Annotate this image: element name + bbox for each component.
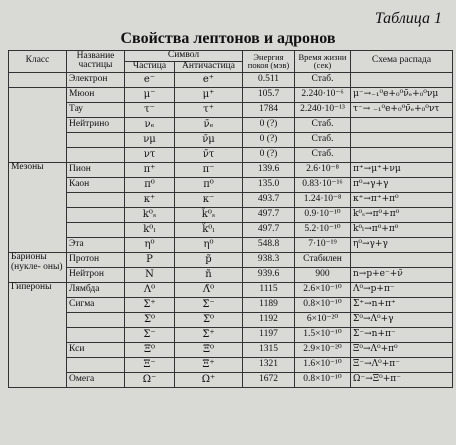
name-cell: Электрон [67, 72, 125, 87]
lifetime-cell: 0.8×10⁻¹⁰ [295, 372, 351, 387]
table-row [9, 342, 453, 357]
table-row [9, 162, 453, 177]
antiparticle-cell: k̃⁰ₗ [175, 222, 243, 237]
class-cell: Мезоны [9, 162, 67, 252]
col-symbol-header: Символ [125, 51, 243, 62]
table-row [9, 327, 453, 342]
lifetime-cell: Стаб. [295, 147, 351, 162]
table-number-label: Таблица 1 [374, 10, 442, 27]
lifetime-cell: Стаб. [295, 117, 351, 132]
particle-cell: Σ⁻ [125, 327, 175, 342]
energy-cell: 548.8 [243, 237, 295, 252]
decay-cell: τ⁻→ ₋₁⁰e+₀⁰ν̄ₑ+₀⁰ντ [351, 102, 453, 117]
table-row [9, 102, 453, 117]
particle-cell: Ω⁻ [125, 372, 175, 387]
decay-cell: μ⁻→₋₁⁰e+₀⁰ν̄ₑ+₀⁰νμ [351, 87, 453, 102]
col-class-header: Класс [9, 51, 67, 73]
lifetime-cell: 900 [295, 267, 351, 282]
class-cell: Барионы (нукле- оны) [9, 252, 67, 282]
decay-cell: k⁰ₗ→π⁰+π⁰ [351, 222, 453, 237]
table-row [9, 357, 453, 372]
class-cell [9, 87, 67, 162]
energy-cell: 938.3 [243, 252, 295, 267]
table-row [9, 87, 453, 102]
lifetime-cell: 1.5×10⁻¹⁰ [295, 327, 351, 342]
antiparticle-cell: Σ̄⁻ [175, 297, 243, 312]
energy-cell: 139.6 [243, 162, 295, 177]
lifetime-cell: Стаб. [295, 132, 351, 147]
particle-cell: νμ [125, 132, 175, 147]
decay-cell: Ξ⁻→Λ⁰+π⁻ [351, 357, 453, 372]
decay-cell: Ω⁻→Ξ⁰+π⁻ [351, 372, 453, 387]
energy-cell: 0 (?) [243, 132, 295, 147]
particle-cell: τ⁻ [125, 102, 175, 117]
leptons-hadrons-table [8, 50, 453, 388]
lifetime-cell: 1.6×10⁻¹⁰ [295, 357, 351, 372]
energy-cell: 0.511 [243, 72, 295, 87]
energy-cell: 0 (?) [243, 117, 295, 132]
lifetime-cell: 2.9×10⁻²⁰ [295, 342, 351, 357]
table-row [9, 117, 453, 132]
energy-cell: 493.7 [243, 192, 295, 207]
decay-cell: Λ⁰→p+π⁻ [351, 282, 453, 297]
name-cell [67, 147, 125, 162]
table-row [9, 237, 453, 252]
name-cell [67, 357, 125, 372]
col-name-header: Название частицы [67, 51, 125, 73]
lifetime-cell: 5.2·10⁻¹⁰ [295, 222, 351, 237]
table-row [9, 267, 453, 282]
decay-cell: Σ⁻→n+π⁻ [351, 327, 453, 342]
antiparticle-cell: Σ̄⁺ [175, 327, 243, 342]
antiparticle-cell: k̃⁰ₛ [175, 207, 243, 222]
energy-cell: 1197 [243, 327, 295, 342]
name-cell: Сигма [67, 297, 125, 312]
antiparticle-cell: π⁻ [175, 162, 243, 177]
particle-cell: k⁰ₗ [125, 222, 175, 237]
particle-cell: π⁰ [125, 177, 175, 192]
antiparticle-cell: ν̄μ [175, 132, 243, 147]
table-row [9, 177, 453, 192]
name-cell: Нейтрон [67, 267, 125, 282]
decay-cell: κ⁺→π⁺+π⁰ [351, 192, 453, 207]
particle-cell: Ξ⁰ [125, 342, 175, 357]
table-row [9, 222, 453, 237]
particle-cell: κ⁺ [125, 192, 175, 207]
particle-cell: Σ⁰ [125, 312, 175, 327]
name-cell: Протон [67, 252, 125, 267]
name-cell: Омега [67, 372, 125, 387]
lifetime-cell: 7·10⁻¹⁹ [295, 237, 351, 252]
particle-cell: Λ⁰ [125, 282, 175, 297]
lifetime-cell: 0.83·10⁻¹⁶ [295, 177, 351, 192]
particle-cell: η⁰ [125, 237, 175, 252]
antiparticle-cell: Ω⁺ [175, 372, 243, 387]
table-row [9, 312, 453, 327]
antiparticle-cell: π⁰ [175, 177, 243, 192]
decay-cell [351, 252, 453, 267]
antiparticle-cell: Λ̄⁰ [175, 282, 243, 297]
table-row [9, 72, 453, 87]
decay-cell: Ξ⁰→Λ⁰+π⁰ [351, 342, 453, 357]
col-lifetime-header: Время жизни (сек) [295, 51, 351, 73]
properties-table-wrapper [8, 50, 452, 388]
table-title: Свойства лептонов и адронов [120, 30, 336, 47]
name-cell [67, 222, 125, 237]
energy-cell: 105.7 [243, 87, 295, 102]
col-antiparticle-header: Античастица [175, 61, 243, 72]
name-cell: Тау [67, 102, 125, 117]
antiparticle-cell: ñ [175, 267, 243, 282]
table-row [9, 147, 453, 162]
name-cell: Мюон [67, 87, 125, 102]
lifetime-cell: 2.6×10⁻¹⁰ [295, 282, 351, 297]
decay-cell: π⁺→μ⁺+νμ [351, 162, 453, 177]
table-row [9, 132, 453, 147]
antiparticle-cell: μ⁺ [175, 87, 243, 102]
energy-cell: 1192 [243, 312, 295, 327]
particle-cell: N [125, 267, 175, 282]
decay-cell: π⁰→γ+γ [351, 177, 453, 192]
decay-cell [351, 117, 453, 132]
antiparticle-cell: ν̄ₑ [175, 117, 243, 132]
lifetime-cell: 2.240·10⁻¹³ [295, 102, 351, 117]
name-cell: Кси [67, 342, 125, 357]
lifetime-cell: 1.24·10⁻⁸ [295, 192, 351, 207]
name-cell [67, 132, 125, 147]
antiparticle-cell: p̃ [175, 252, 243, 267]
col-particle-header: Частица [125, 61, 175, 72]
name-cell [67, 327, 125, 342]
table-row [9, 192, 453, 207]
particle-cell: μ⁻ [125, 87, 175, 102]
lifetime-cell: 2.240·10⁻⁶ [295, 87, 351, 102]
name-cell: Каон [67, 177, 125, 192]
antiparticle-cell: ν̄τ [175, 147, 243, 162]
energy-cell: 1315 [243, 342, 295, 357]
particle-cell: k⁰ₛ [125, 207, 175, 222]
class-cell [9, 72, 67, 87]
energy-cell: 1321 [243, 357, 295, 372]
name-cell [67, 312, 125, 327]
table-row [9, 372, 453, 387]
particle-cell: Ξ⁻ [125, 357, 175, 372]
energy-cell: 1115 [243, 282, 295, 297]
antiparticle-cell: e⁺ [175, 72, 243, 87]
decay-cell: k⁰ₛ→π⁰+π⁰ [351, 207, 453, 222]
decay-cell: Σ⁺→n+π⁺ [351, 297, 453, 312]
energy-cell: 497.7 [243, 222, 295, 237]
name-cell: Эта [67, 237, 125, 252]
lifetime-cell: Стаб. [295, 72, 351, 87]
lifetime-cell: Стабилен [295, 252, 351, 267]
energy-cell: 1672 [243, 372, 295, 387]
energy-cell: 0 (?) [243, 147, 295, 162]
class-cell: Гипероны [9, 282, 67, 387]
decay-cell [351, 72, 453, 87]
table-row [9, 282, 453, 297]
energy-cell: 135.0 [243, 177, 295, 192]
decay-cell: n→p+e⁻+ν̄ [351, 267, 453, 282]
particle-cell: νₑ [125, 117, 175, 132]
energy-cell: 1784 [243, 102, 295, 117]
col-energy-header: Энергия покоя (мэв) [243, 51, 295, 73]
particle-cell: Σ⁺ [125, 297, 175, 312]
name-cell: Лямбда [67, 282, 125, 297]
particle-cell: e⁻ [125, 72, 175, 87]
name-cell: Пион [67, 162, 125, 177]
lifetime-cell: 0.9·10⁻¹⁰ [295, 207, 351, 222]
antiparticle-cell: Σ̄⁰ [175, 312, 243, 327]
table-row [9, 297, 453, 312]
lifetime-cell: 0.8×10⁻¹⁰ [295, 297, 351, 312]
decay-cell: Σ⁰→Λ⁰+γ [351, 312, 453, 327]
particle-cell: P [125, 252, 175, 267]
decay-cell [351, 147, 453, 162]
name-cell [67, 192, 125, 207]
decay-cell [351, 132, 453, 147]
lifetime-cell: 6×10⁻²⁰ [295, 312, 351, 327]
energy-cell: 939.6 [243, 267, 295, 282]
particle-cell: ντ [125, 147, 175, 162]
name-cell [67, 207, 125, 222]
col-decay-header: Схема распада [351, 51, 453, 73]
particle-cell: π⁺ [125, 162, 175, 177]
antiparticle-cell: κ⁻ [175, 192, 243, 207]
decay-cell: η⁰→γ+γ [351, 237, 453, 252]
table-body [9, 72, 453, 387]
antiparticle-cell: τ⁺ [175, 102, 243, 117]
table-row [9, 207, 453, 222]
lifetime-cell: 2.6·10⁻⁸ [295, 162, 351, 177]
name-cell: Нейтрино [67, 117, 125, 132]
antiparticle-cell: Ξ̄⁺ [175, 357, 243, 372]
table-row [9, 252, 453, 267]
antiparticle-cell: Ξ̄⁰ [175, 342, 243, 357]
energy-cell: 1189 [243, 297, 295, 312]
antiparticle-cell: η⁰ [175, 237, 243, 252]
energy-cell: 497.7 [243, 207, 295, 222]
